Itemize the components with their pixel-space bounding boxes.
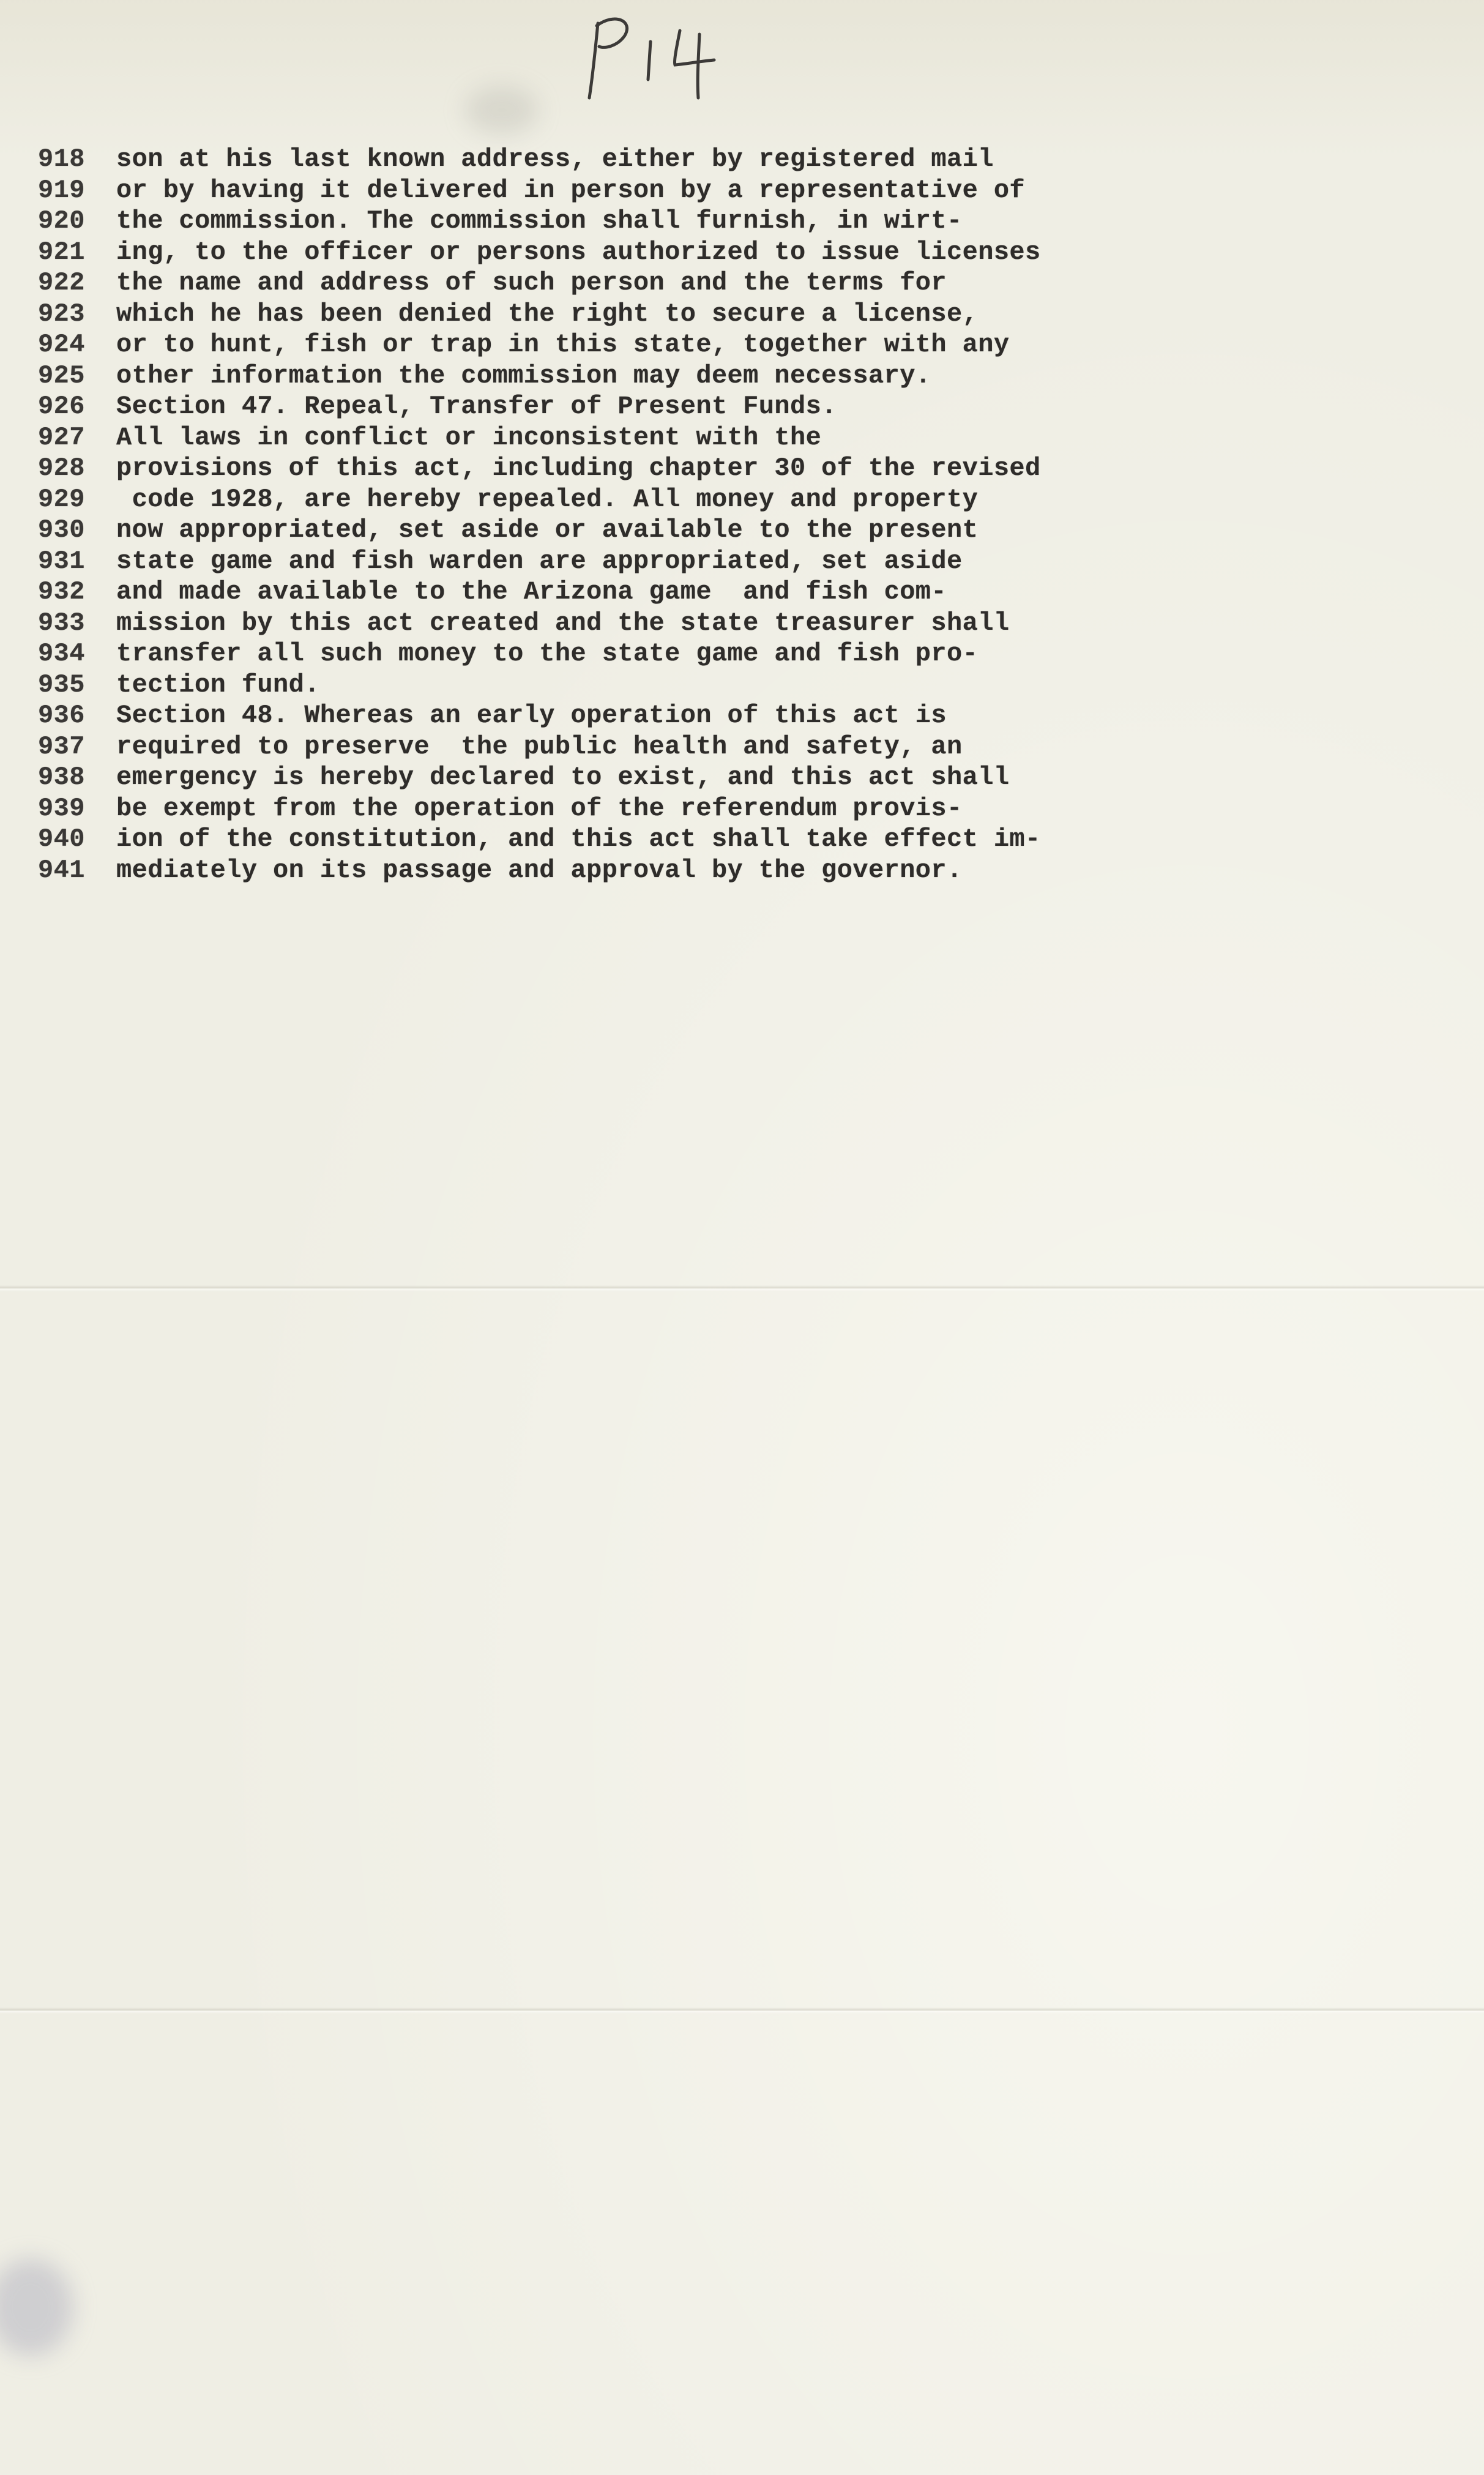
line-number: 940 (38, 824, 85, 854)
line-text: required to preserve the public health and safety, an (116, 731, 963, 761)
text-line (38, 361, 1041, 392)
line-number: 922 (38, 268, 85, 297)
line-number: 936 (38, 701, 85, 730)
line-text: ing, to the officer or persons authorized to issue licenses (116, 237, 1041, 267)
ink-smudge (465, 86, 539, 135)
line-number: 941 (38, 855, 85, 885)
line-text: emergency is hereby declared to exist, and this act shall (116, 763, 1010, 792)
line-number: 919 (38, 175, 85, 205)
text-line (38, 732, 1041, 763)
line-number: 925 (38, 360, 85, 390)
handwritten-page-number (572, 6, 731, 104)
text-line (38, 237, 1041, 269)
line-number: 929 (38, 484, 85, 514)
line-text: and made available to the Arizona game and fish com- (116, 577, 947, 607)
line-text: mediately on its passage and approval by the governor. (116, 855, 963, 885)
text-line (38, 608, 1041, 640)
line-text: state game and fish warden are appropriated, set aside (116, 546, 963, 576)
line-text: transfer all such money to the state game and fish pro- (116, 639, 979, 668)
line-text: son at his last known address, either by registered mail (116, 144, 994, 174)
line-text: which he has been denied the right to secure a license, (116, 299, 979, 329)
text-line (38, 763, 1041, 794)
text-line (38, 701, 1041, 732)
text-line (38, 454, 1041, 485)
text-line (38, 547, 1041, 578)
text-line (38, 268, 1041, 299)
text-line (38, 794, 1041, 825)
line-text: Section 48. Whereas an early operation of this act is (116, 701, 947, 730)
line-number: 933 (38, 608, 85, 638)
text-line (38, 206, 1041, 237)
line-text: now appropriated, set aside or available to the present (116, 515, 979, 545)
line-text: other information the commission may deem necessary. (116, 360, 931, 390)
line-number: 924 (38, 330, 85, 359)
typed-text-body (38, 144, 1041, 886)
text-line (38, 330, 1041, 361)
line-text: or by having it delivered in person by a representative of (116, 175, 1026, 205)
line-text: tection fund. (116, 670, 320, 700)
paper-fold-crease (0, 1285, 1484, 1291)
text-line (38, 485, 1041, 516)
line-number: 935 (38, 670, 85, 700)
text-line (38, 515, 1041, 547)
line-text: mission by this act created and the state treasurer shall (116, 608, 1010, 638)
line-number: 928 (38, 454, 85, 483)
text-line (38, 299, 1041, 330)
line-number: 938 (38, 763, 85, 792)
line-number: 939 (38, 793, 85, 823)
ink-smudge (0, 2258, 73, 2356)
paper-fold-crease (0, 2007, 1484, 2014)
line-number: 932 (38, 577, 85, 607)
line-text: the commission. The commission shall furnish, in wirt- (116, 206, 963, 236)
line-number: 923 (38, 299, 85, 329)
text-line (38, 670, 1041, 701)
handwriting-drawing (572, 6, 731, 104)
text-line (38, 176, 1041, 207)
text-line (38, 423, 1041, 454)
line-number: 920 (38, 206, 85, 236)
line-number: 934 (38, 639, 85, 668)
line-number: 937 (38, 731, 85, 761)
line-text: the name and address of such person and the terms for (116, 268, 947, 297)
text-line (38, 856, 1041, 887)
line-text: Section 47. Repeal, Transfer of Present Funds. (116, 392, 837, 421)
line-number: 930 (38, 515, 85, 545)
line-text: be exempt from the operation of the referendum provis- (116, 793, 963, 823)
line-text: All laws in conflict or inconsistent with the (116, 422, 822, 452)
line-text: code 1928, are hereby repealed. All money and property (116, 484, 979, 514)
line-number: 921 (38, 237, 85, 267)
text-line (38, 824, 1041, 856)
line-text: provisions of this act, including chapter 30 of the revised (116, 454, 1041, 483)
line-number: 918 (38, 144, 85, 174)
line-number: 927 (38, 422, 85, 452)
text-line (38, 639, 1041, 670)
line-text: or to hunt, fish or trap in this state, together with any (116, 330, 1010, 359)
text-line (38, 577, 1041, 608)
line-text: ion of the constitution, and this act shall take effect im- (116, 824, 1041, 854)
line-number: 926 (38, 392, 85, 421)
line-number: 931 (38, 546, 85, 576)
text-line (38, 144, 1041, 176)
text-line (38, 392, 1041, 423)
